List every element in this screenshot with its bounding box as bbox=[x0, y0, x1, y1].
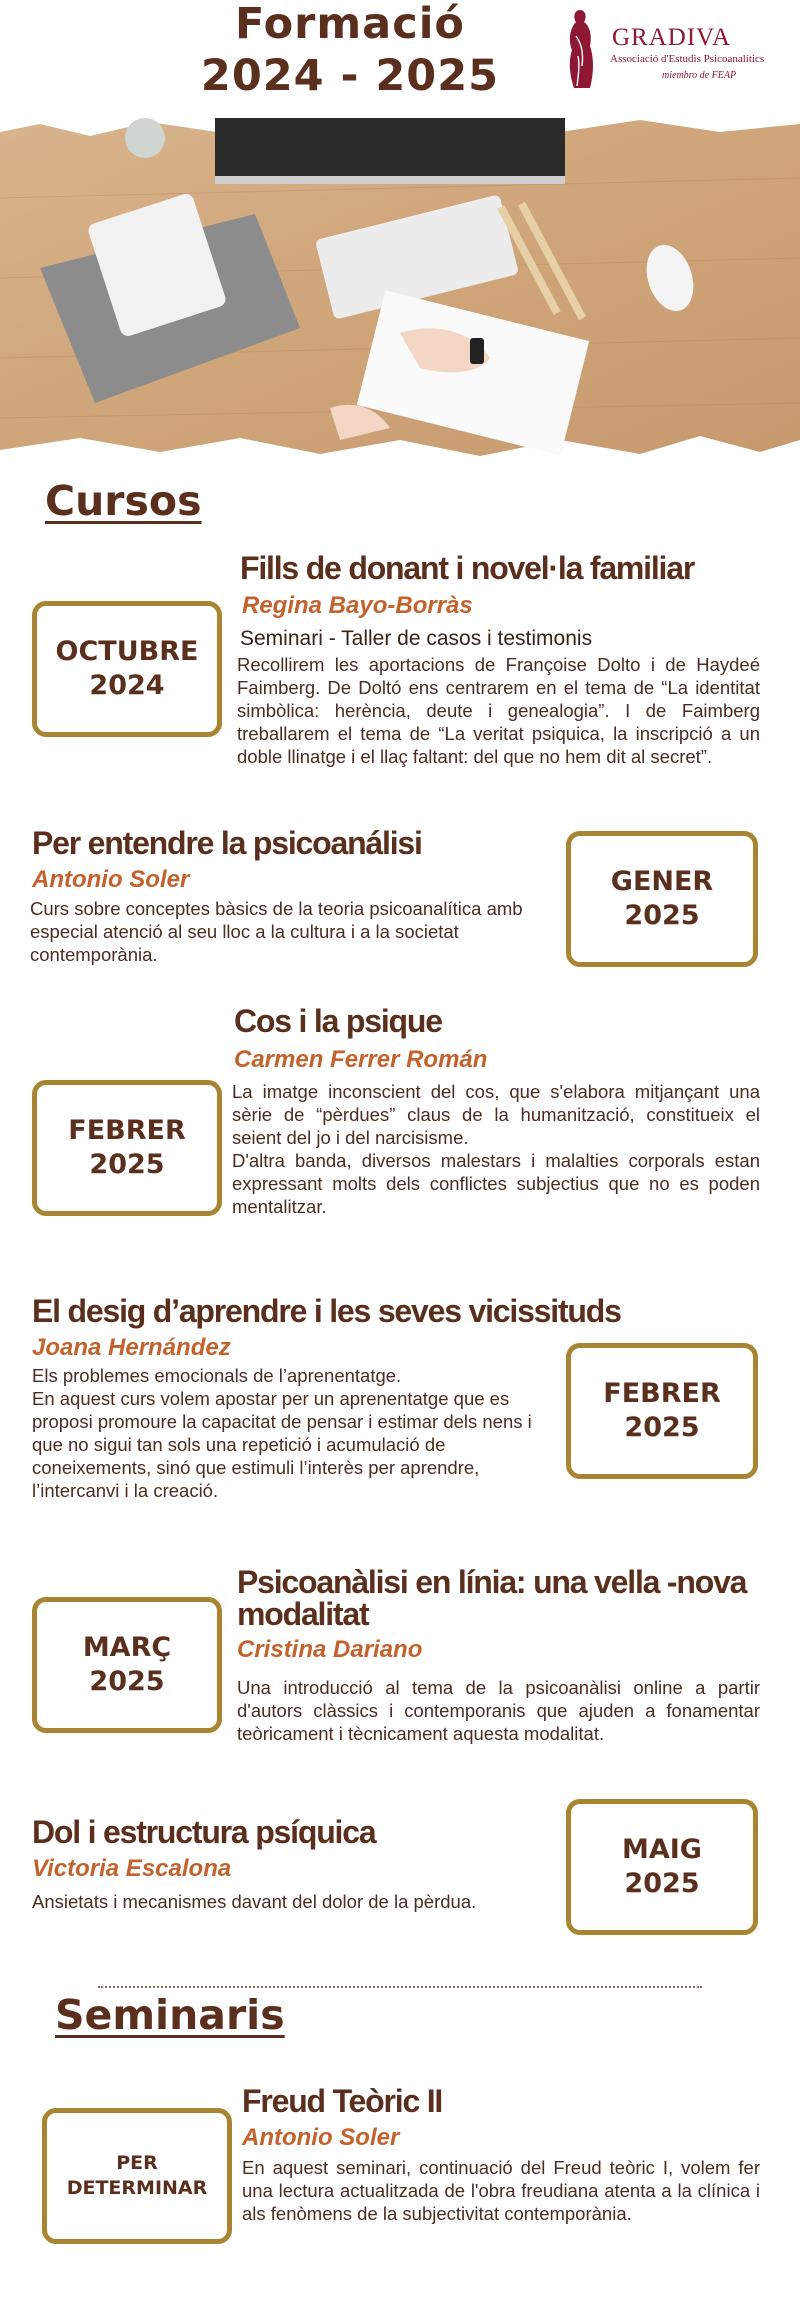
date-month: MARÇ bbox=[82, 1632, 172, 1663]
desk-workspace-photo bbox=[0, 118, 800, 463]
course-author: Joana Hernández bbox=[32, 1334, 231, 1361]
title-line-2: 2024 - 2025 bbox=[200, 51, 500, 101]
date-year: 2025 bbox=[624, 900, 700, 931]
date-year: 2025 bbox=[89, 1149, 165, 1180]
course-date-box bbox=[32, 601, 222, 737]
course-description bbox=[232, 1080, 760, 1218]
course-description: Ansietats i mecanismes davant del dolor de la pèrdua. bbox=[32, 1891, 477, 1912]
course-description: Curs sobre conceptes bàsics de la teoria psicoanalítica amb especial atenció al seu lloc a la cultura i a la societat contemporània. bbox=[30, 898, 523, 965]
date-month: FEBRER bbox=[603, 1378, 721, 1409]
course-date-box bbox=[566, 831, 758, 967]
date-month: GENER bbox=[610, 866, 714, 897]
course-author: Regina Bayo-Borràs bbox=[242, 592, 473, 619]
course-title: Cos i la psique bbox=[234, 1003, 442, 1039]
date-month: FEBRER bbox=[68, 1115, 186, 1146]
date-year: 2024 bbox=[89, 670, 165, 701]
description-paragraph: En aquest curs volem apostar per un aprenentatge que es proposi promoure la capacitat de pensar i estimar dels nens i que no sigui tan sols una repetició i acumulació de coneixements, sinó que estimuli l’interès per aprendre, l’intercanvi i la creació. bbox=[32, 1388, 532, 1501]
logo-subtitle: Associació d'Estudis Psicoanalítics bbox=[610, 53, 765, 65]
seminar-date-box bbox=[42, 2108, 232, 2244]
logo-member-text: miembro de FEAP bbox=[662, 70, 737, 81]
section-title-cursos: Cursos bbox=[45, 477, 202, 525]
course-title: Per entendre la psicoanálisi bbox=[32, 825, 422, 861]
course-date-box bbox=[32, 1080, 222, 1216]
section-divider bbox=[98, 1986, 702, 1988]
course-description: Recollirem les aportacions de Françoise Dolto i de Haydeé Faimberg. De Doltó ens centrarem en el tema de “La identitat simbòlica: herència, deute i genealogia”. I de Faimberg treballarem el tema de “La veritat psiquica, la inscripció a un doble llinatge i el llaç faltant: del que no hem dit al secret”. bbox=[237, 654, 760, 767]
seminar-author: Antonio Soler bbox=[242, 2124, 400, 2151]
date-month: OCTUBRE bbox=[55, 636, 199, 667]
date-line-1: PER bbox=[116, 2152, 158, 2174]
course-title: Fills de donant i novel·la familiar bbox=[240, 550, 695, 586]
logo-brand: GRADIVA bbox=[612, 24, 732, 51]
course-title: Psicoanàlisi en línia: una vella -nova modalitat bbox=[237, 1564, 747, 1632]
seminar-title: Freud Teòric II bbox=[242, 2083, 443, 2119]
course-date-box bbox=[566, 1799, 758, 1935]
course-description: Una introducció al tema de la psicoanàlisi online a partir d'autors clàssics i contemporanis que ajuden a fonamentar teòricament i tècnicament aquesta modalitat. bbox=[237, 1677, 760, 1744]
course-author: Carmen Ferrer Román bbox=[234, 1046, 488, 1073]
course-author: Victoria Escalona bbox=[32, 1855, 232, 1882]
statue-figure-icon bbox=[560, 6, 600, 92]
seminar-description: En aquest seminari, continuació del Freud teòric I, volem fer una lectura actualitzada de l'obra freudiana atenta a la clínica i als fenòmens de la subjectivitat contemporània. bbox=[242, 2157, 760, 2224]
gradiva-logo bbox=[560, 6, 790, 96]
course-title: El desig d’aprendre i les seves vicissituds bbox=[32, 1293, 621, 1329]
section-title-seminaris: Seminaris bbox=[55, 1991, 285, 2039]
course-author: Cristina Dariano bbox=[237, 1636, 423, 1663]
date-line-2: DETERMINAR bbox=[66, 2177, 208, 2199]
description-paragraph: Els problemes emocionals de l’aprenentatge. bbox=[32, 1365, 402, 1386]
course-author: Antonio Soler bbox=[32, 866, 190, 893]
date-month: MAIG bbox=[622, 1834, 702, 1865]
course-title: Dol i estructura psíquica bbox=[32, 1814, 376, 1850]
title-line-1: Formació bbox=[235, 0, 465, 49]
date-year: 2025 bbox=[624, 1868, 700, 1899]
description-paragraph: D'altra banda, diversos malestars i malalties corporals estan expressant molts dels conflictes subjectius que no es poden mentalitzar. bbox=[232, 1150, 760, 1217]
date-year: 2025 bbox=[624, 1412, 700, 1443]
course-description bbox=[32, 1364, 557, 1502]
description-paragraph: La imatge inconscient del cos, que s'elabora mitjançant una sèrie de “pèrdues” claus de la humanització, constitueix el seient del jo i del narcisisme. bbox=[232, 1081, 760, 1148]
course-date-box bbox=[32, 1597, 222, 1733]
course-subtitle: Seminari - Taller de casos i testimonis bbox=[240, 627, 593, 650]
course-date-box bbox=[566, 1343, 758, 1479]
date-year: 2025 bbox=[89, 1666, 165, 1697]
